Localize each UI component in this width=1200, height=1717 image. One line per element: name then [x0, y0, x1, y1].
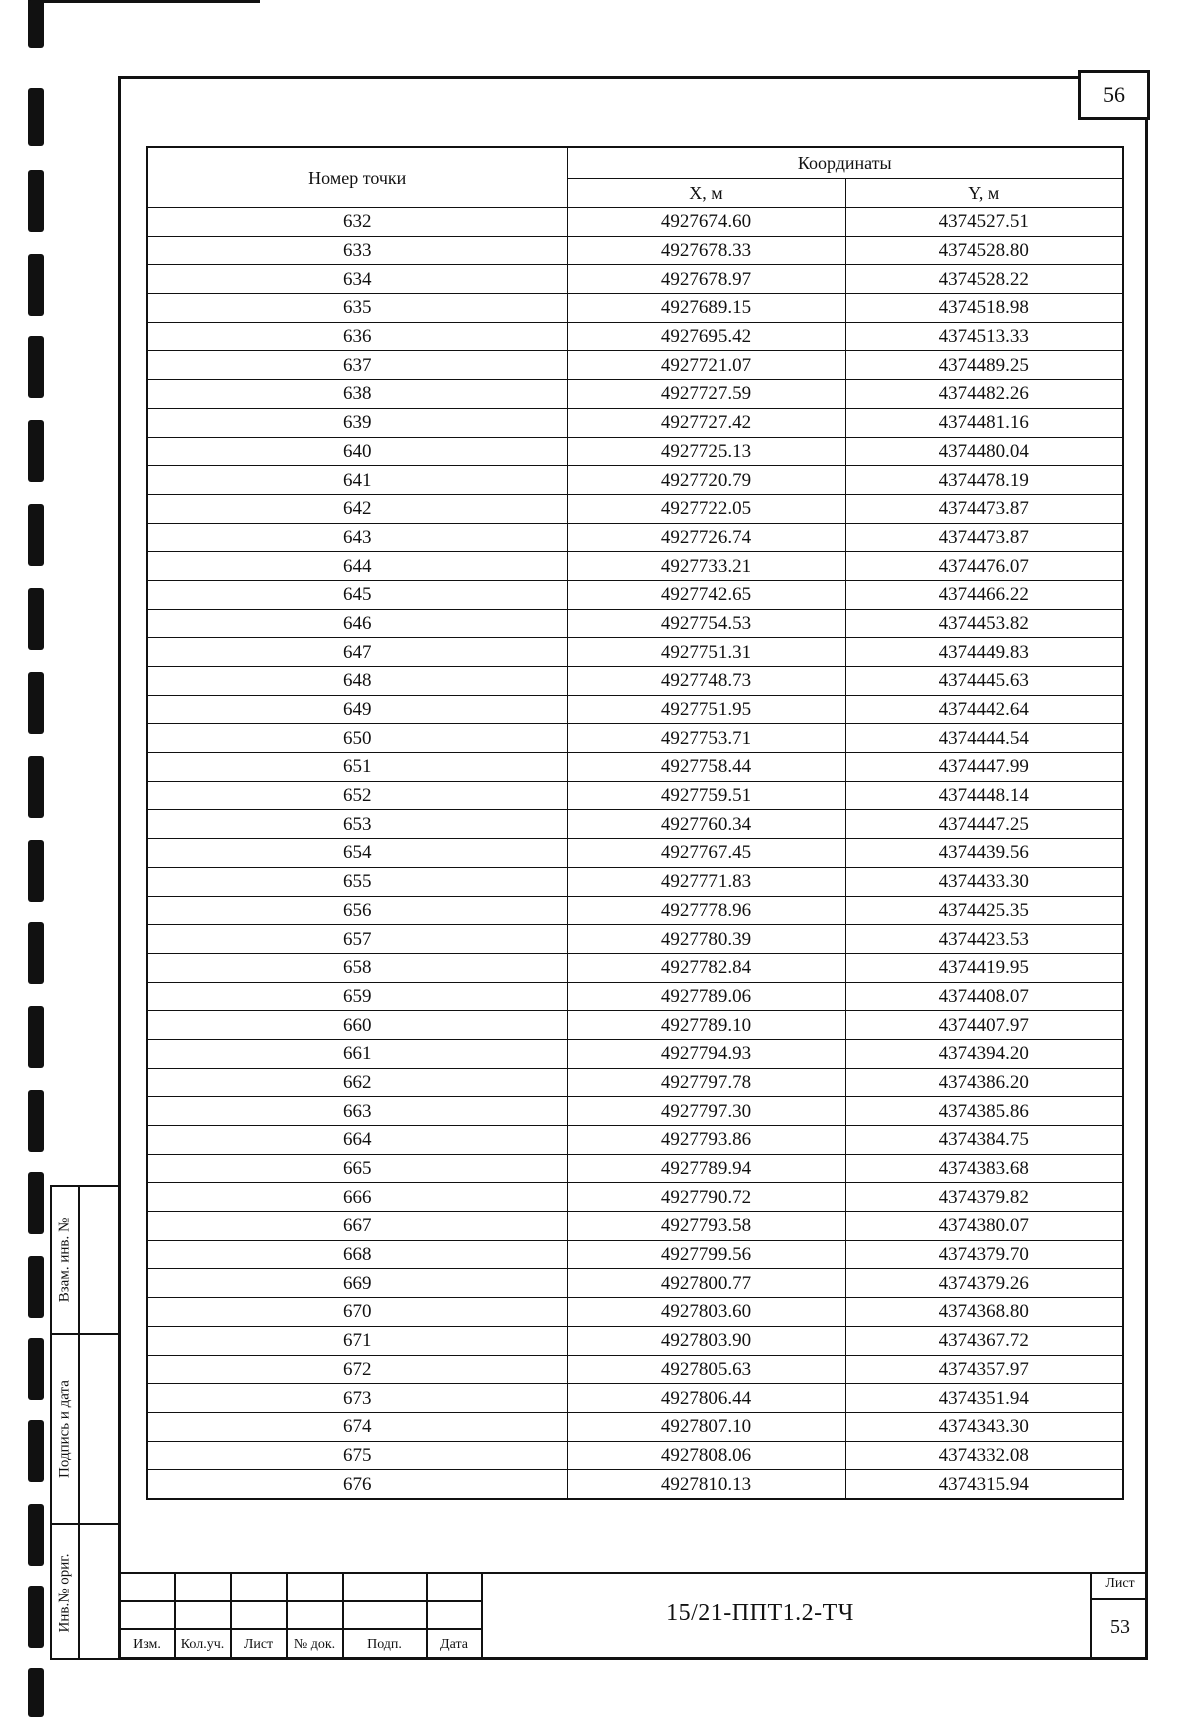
- cell-y: 4374351.94: [845, 1384, 1123, 1413]
- top-edge-rule: [28, 0, 260, 3]
- cell-x: 4927733.21: [567, 552, 845, 581]
- cell-point-number: 652: [147, 781, 567, 810]
- cell-x: 4927780.39: [567, 925, 845, 954]
- side-row-inv-orig: [52, 1525, 118, 1660]
- cell-point-number: 671: [147, 1326, 567, 1355]
- cell-x: 4927799.56: [567, 1240, 845, 1269]
- cell-y: 4374528.22: [845, 265, 1123, 294]
- table-row: [147, 953, 1123, 982]
- cell-x: 4927793.86: [567, 1126, 845, 1155]
- table-row: [147, 1441, 1123, 1470]
- cell-y: 4374380.07: [845, 1212, 1123, 1241]
- cell-x: 4927727.59: [567, 380, 845, 409]
- table-row: [147, 810, 1123, 839]
- binding-mark: [28, 170, 44, 232]
- coordinates-table: [146, 146, 1124, 1500]
- cell-point-number: 646: [147, 609, 567, 638]
- cell-y: 4374379.26: [845, 1269, 1123, 1298]
- cell-x: 4927803.60: [567, 1298, 845, 1327]
- binding-mark: [28, 1504, 44, 1566]
- cell-point-number: 653: [147, 810, 567, 839]
- cell-point-number: 664: [147, 1126, 567, 1155]
- table-row: [147, 494, 1123, 523]
- side-row-sign-date: [52, 1335, 118, 1525]
- cell-x: 4927742.65: [567, 580, 845, 609]
- cell-x: 4927797.30: [567, 1097, 845, 1126]
- cell-y: 4374439.56: [845, 839, 1123, 868]
- table-row: [147, 552, 1123, 581]
- table-row: [147, 925, 1123, 954]
- cell-x: 4927722.05: [567, 494, 845, 523]
- binding-mark: [28, 1338, 44, 1400]
- cell-x: 4927760.34: [567, 810, 845, 839]
- binding-mark: [28, 1090, 44, 1152]
- cell-point-number: 647: [147, 638, 567, 667]
- table-row: [147, 781, 1123, 810]
- table-row: [147, 753, 1123, 782]
- table-row: [147, 1097, 1123, 1126]
- table-row: [147, 896, 1123, 925]
- cell-y: 4374367.72: [845, 1326, 1123, 1355]
- cell-point-number: 655: [147, 867, 567, 896]
- cell-y: 4374466.22: [845, 580, 1123, 609]
- cell-y: 4374442.64: [845, 695, 1123, 724]
- cell-x: 4927789.10: [567, 1011, 845, 1040]
- binding-mark: [28, 1668, 44, 1717]
- table-row: [147, 1298, 1123, 1327]
- cell-point-number: 645: [147, 580, 567, 609]
- cell-point-number: 637: [147, 351, 567, 380]
- cell-point-number: 643: [147, 523, 567, 552]
- header-point-number: Номер точки: [147, 147, 567, 208]
- binding-mark: [28, 1172, 44, 1234]
- cell-x: 4927771.83: [567, 867, 845, 896]
- cell-y: 4374528.80: [845, 236, 1123, 265]
- cell-point-number: 666: [147, 1183, 567, 1212]
- header-coordinates: Координаты: [567, 147, 1123, 179]
- cell-point-number: 662: [147, 1068, 567, 1097]
- cell-x: 4927800.77: [567, 1269, 845, 1298]
- side-row-zam-inv: [52, 1187, 118, 1335]
- cell-x: 4927758.44: [567, 753, 845, 782]
- cell-point-number: 633: [147, 236, 567, 265]
- table-row: [147, 351, 1123, 380]
- table-row: [147, 1011, 1123, 1040]
- header-x: X, м: [567, 179, 845, 208]
- cell-y: 4374444.54: [845, 724, 1123, 753]
- binding-mark: [28, 504, 44, 566]
- table-row: [147, 1326, 1123, 1355]
- cell-x: 4927751.31: [567, 638, 845, 667]
- binding-mark: [28, 420, 44, 482]
- table-row: [147, 1240, 1123, 1269]
- cell-x: 4927793.58: [567, 1212, 845, 1241]
- cell-point-number: 642: [147, 494, 567, 523]
- cell-y: 4374383.68: [845, 1154, 1123, 1183]
- cell-x: 4927808.06: [567, 1441, 845, 1470]
- cell-y: 4374423.53: [845, 925, 1123, 954]
- cell-x: 4927754.53: [567, 609, 845, 638]
- table-row: [147, 437, 1123, 466]
- cell-point-number: 648: [147, 667, 567, 696]
- binding-mark: [28, 756, 44, 818]
- cell-x: 4927678.33: [567, 236, 845, 265]
- cell-x: 4927751.95: [567, 695, 845, 724]
- table-row: [147, 1154, 1123, 1183]
- cell-point-number: 665: [147, 1154, 567, 1183]
- cell-point-number: 668: [147, 1240, 567, 1269]
- page-number-text: 56: [1103, 82, 1125, 107]
- cell-point-number: 649: [147, 695, 567, 724]
- cell-y: 4374384.75: [845, 1126, 1123, 1155]
- cell-y: 4374332.08: [845, 1441, 1123, 1470]
- binding-mark: [28, 254, 44, 316]
- cell-y: 4374449.83: [845, 638, 1123, 667]
- cell-y: 4374343.30: [845, 1412, 1123, 1441]
- cell-point-number: 654: [147, 839, 567, 868]
- binding-mark: [28, 0, 44, 48]
- table-row: [147, 1039, 1123, 1068]
- cell-y: 4374447.99: [845, 753, 1123, 782]
- cell-y: 4374453.82: [845, 609, 1123, 638]
- cell-y: 4374473.87: [845, 494, 1123, 523]
- table-row: [147, 523, 1123, 552]
- table-row: [147, 695, 1123, 724]
- table-row: [147, 982, 1123, 1011]
- cell-y: 4374357.97: [845, 1355, 1123, 1384]
- cell-x: 4927725.13: [567, 437, 845, 466]
- cell-x: 4927695.42: [567, 322, 845, 351]
- side-stamp: [50, 1185, 118, 1660]
- sheet-number: 53: [1110, 1616, 1130, 1638]
- cell-point-number: 663: [147, 1097, 567, 1126]
- table-row: [147, 1212, 1123, 1241]
- cell-y: 4374386.20: [845, 1068, 1123, 1097]
- cell-y: 4374527.51: [845, 208, 1123, 237]
- cell-y: 4374481.16: [845, 408, 1123, 437]
- cell-y: 4374315.94: [845, 1470, 1123, 1499]
- cell-x: 4927794.93: [567, 1039, 845, 1068]
- cell-y: 4374448.14: [845, 781, 1123, 810]
- table-row: [147, 839, 1123, 868]
- table-row: [147, 1412, 1123, 1441]
- label-n-dok: № док.: [293, 1637, 336, 1652]
- table-row: [147, 322, 1123, 351]
- binding-mark: [28, 1586, 44, 1648]
- cell-y: 4374445.63: [845, 667, 1123, 696]
- cell-point-number: 674: [147, 1412, 567, 1441]
- binding-mark: [28, 672, 44, 734]
- table-body: [147, 208, 1123, 1499]
- cell-x: 4927678.97: [567, 265, 845, 294]
- table-row: [147, 724, 1123, 753]
- cell-point-number: 669: [147, 1269, 567, 1298]
- cell-point-number: 676: [147, 1470, 567, 1499]
- table-row: [147, 1355, 1123, 1384]
- table-row: [147, 1384, 1123, 1413]
- table-row: [147, 1126, 1123, 1155]
- table-row: [147, 1470, 1123, 1499]
- cell-point-number: 660: [147, 1011, 567, 1040]
- cell-y: 4374489.25: [845, 351, 1123, 380]
- cell-x: 4927721.07: [567, 351, 845, 380]
- cell-y: 4374408.07: [845, 982, 1123, 1011]
- cell-x: 4927789.94: [567, 1154, 845, 1183]
- table-row: [147, 667, 1123, 696]
- cell-x: 4927782.84: [567, 953, 845, 982]
- cell-point-number: 638: [147, 380, 567, 409]
- cell-x: 4927803.90: [567, 1326, 845, 1355]
- binding-mark: [28, 1256, 44, 1318]
- cell-x: 4927759.51: [567, 781, 845, 810]
- binding-mark: [28, 1420, 44, 1482]
- cell-x: 4927748.73: [567, 667, 845, 696]
- cell-point-number: 651: [147, 753, 567, 782]
- table-row: [147, 265, 1123, 294]
- cell-y: 4374473.87: [845, 523, 1123, 552]
- binding-mark: [28, 588, 44, 650]
- cell-x: 4927805.63: [567, 1355, 845, 1384]
- cell-y: 4374419.95: [845, 953, 1123, 982]
- cell-point-number: 670: [147, 1298, 567, 1327]
- label-podp: Подп.: [367, 1637, 402, 1652]
- cell-point-number: 641: [147, 466, 567, 495]
- cell-x: 4927767.45: [567, 839, 845, 868]
- cell-x: 4927753.71: [567, 724, 845, 753]
- binding-mark: [28, 1006, 44, 1068]
- label-list: Лист: [243, 1637, 274, 1652]
- cell-y: 4374379.82: [845, 1183, 1123, 1212]
- label-izm: Изм.: [133, 1637, 161, 1652]
- cell-point-number: 636: [147, 322, 567, 351]
- cell-x: 4927720.79: [567, 466, 845, 495]
- cell-y: 4374385.86: [845, 1097, 1123, 1126]
- cell-point-number: 644: [147, 552, 567, 581]
- cell-y: 4374478.19: [845, 466, 1123, 495]
- cell-point-number: 650: [147, 724, 567, 753]
- table-row: [147, 609, 1123, 638]
- binding-mark: [28, 922, 44, 984]
- cell-x: 4927674.60: [567, 208, 845, 237]
- cell-point-number: 657: [147, 925, 567, 954]
- cell-point-number: 675: [147, 1441, 567, 1470]
- cell-point-number: 656: [147, 896, 567, 925]
- table-row: [147, 867, 1123, 896]
- cell-point-number: 639: [147, 408, 567, 437]
- binding-mark: [28, 840, 44, 902]
- cell-x: 4927726.74: [567, 523, 845, 552]
- table-row: [147, 638, 1123, 667]
- cell-point-number: 672: [147, 1355, 567, 1384]
- table-row: [147, 1068, 1123, 1097]
- table-row: [147, 1269, 1123, 1298]
- cell-point-number: 632: [147, 208, 567, 237]
- cell-point-number: 673: [147, 1384, 567, 1413]
- label-inv-orig: Инв.№ ориг.: [56, 1553, 73, 1632]
- cell-x: 4927810.13: [567, 1470, 845, 1499]
- header-y: Y, м: [845, 179, 1123, 208]
- label-sign-date: Подпись и дата: [56, 1380, 73, 1478]
- sheet-label: Лист: [1105, 1576, 1135, 1591]
- cell-point-number: 659: [147, 982, 567, 1011]
- table-row: [147, 380, 1123, 409]
- cell-y: 4374407.97: [845, 1011, 1123, 1040]
- cell-x: 4927806.44: [567, 1384, 845, 1413]
- cell-y: 4374476.07: [845, 552, 1123, 581]
- cell-x: 4927778.96: [567, 896, 845, 925]
- label-zam-inv: Взам. инв. №: [56, 1217, 73, 1303]
- binding-mark: [28, 336, 44, 398]
- binding-mark: [28, 88, 44, 146]
- cell-x: 4927727.42: [567, 408, 845, 437]
- cell-y: 4374482.26: [845, 380, 1123, 409]
- document-code: 15/21-ППТ1.2-ТЧ: [666, 1600, 854, 1626]
- table-row: [147, 408, 1123, 437]
- label-data: Дата: [440, 1637, 468, 1652]
- label-kol-uch: Кол.уч.: [180, 1637, 225, 1652]
- cell-y: 4374394.20: [845, 1039, 1123, 1068]
- cell-x: 4927789.06: [567, 982, 845, 1011]
- cell-point-number: 634: [147, 265, 567, 294]
- table-row: [147, 466, 1123, 495]
- page-number: [1078, 70, 1150, 120]
- cell-y: 4374518.98: [845, 294, 1123, 323]
- table-row: [147, 208, 1123, 237]
- cell-y: 4374379.70: [845, 1240, 1123, 1269]
- cell-y: 4374368.80: [845, 1298, 1123, 1327]
- cell-y: 4374480.04: [845, 437, 1123, 466]
- table-row: [147, 294, 1123, 323]
- table-row: [147, 580, 1123, 609]
- table-row: [147, 1183, 1123, 1212]
- cell-x: 4927807.10: [567, 1412, 845, 1441]
- cell-point-number: 658: [147, 953, 567, 982]
- cell-y: 4374447.25: [845, 810, 1123, 839]
- cell-y: 4374433.30: [845, 867, 1123, 896]
- cell-x: 4927790.72: [567, 1183, 845, 1212]
- cell-x: 4927689.15: [567, 294, 845, 323]
- cell-y: 4374425.35: [845, 896, 1123, 925]
- cell-y: 4374513.33: [845, 322, 1123, 351]
- cell-point-number: 667: [147, 1212, 567, 1241]
- cell-point-number: 661: [147, 1039, 567, 1068]
- cell-point-number: 635: [147, 294, 567, 323]
- cell-x: 4927797.78: [567, 1068, 845, 1097]
- cell-point-number: 640: [147, 437, 567, 466]
- table-row: [147, 236, 1123, 265]
